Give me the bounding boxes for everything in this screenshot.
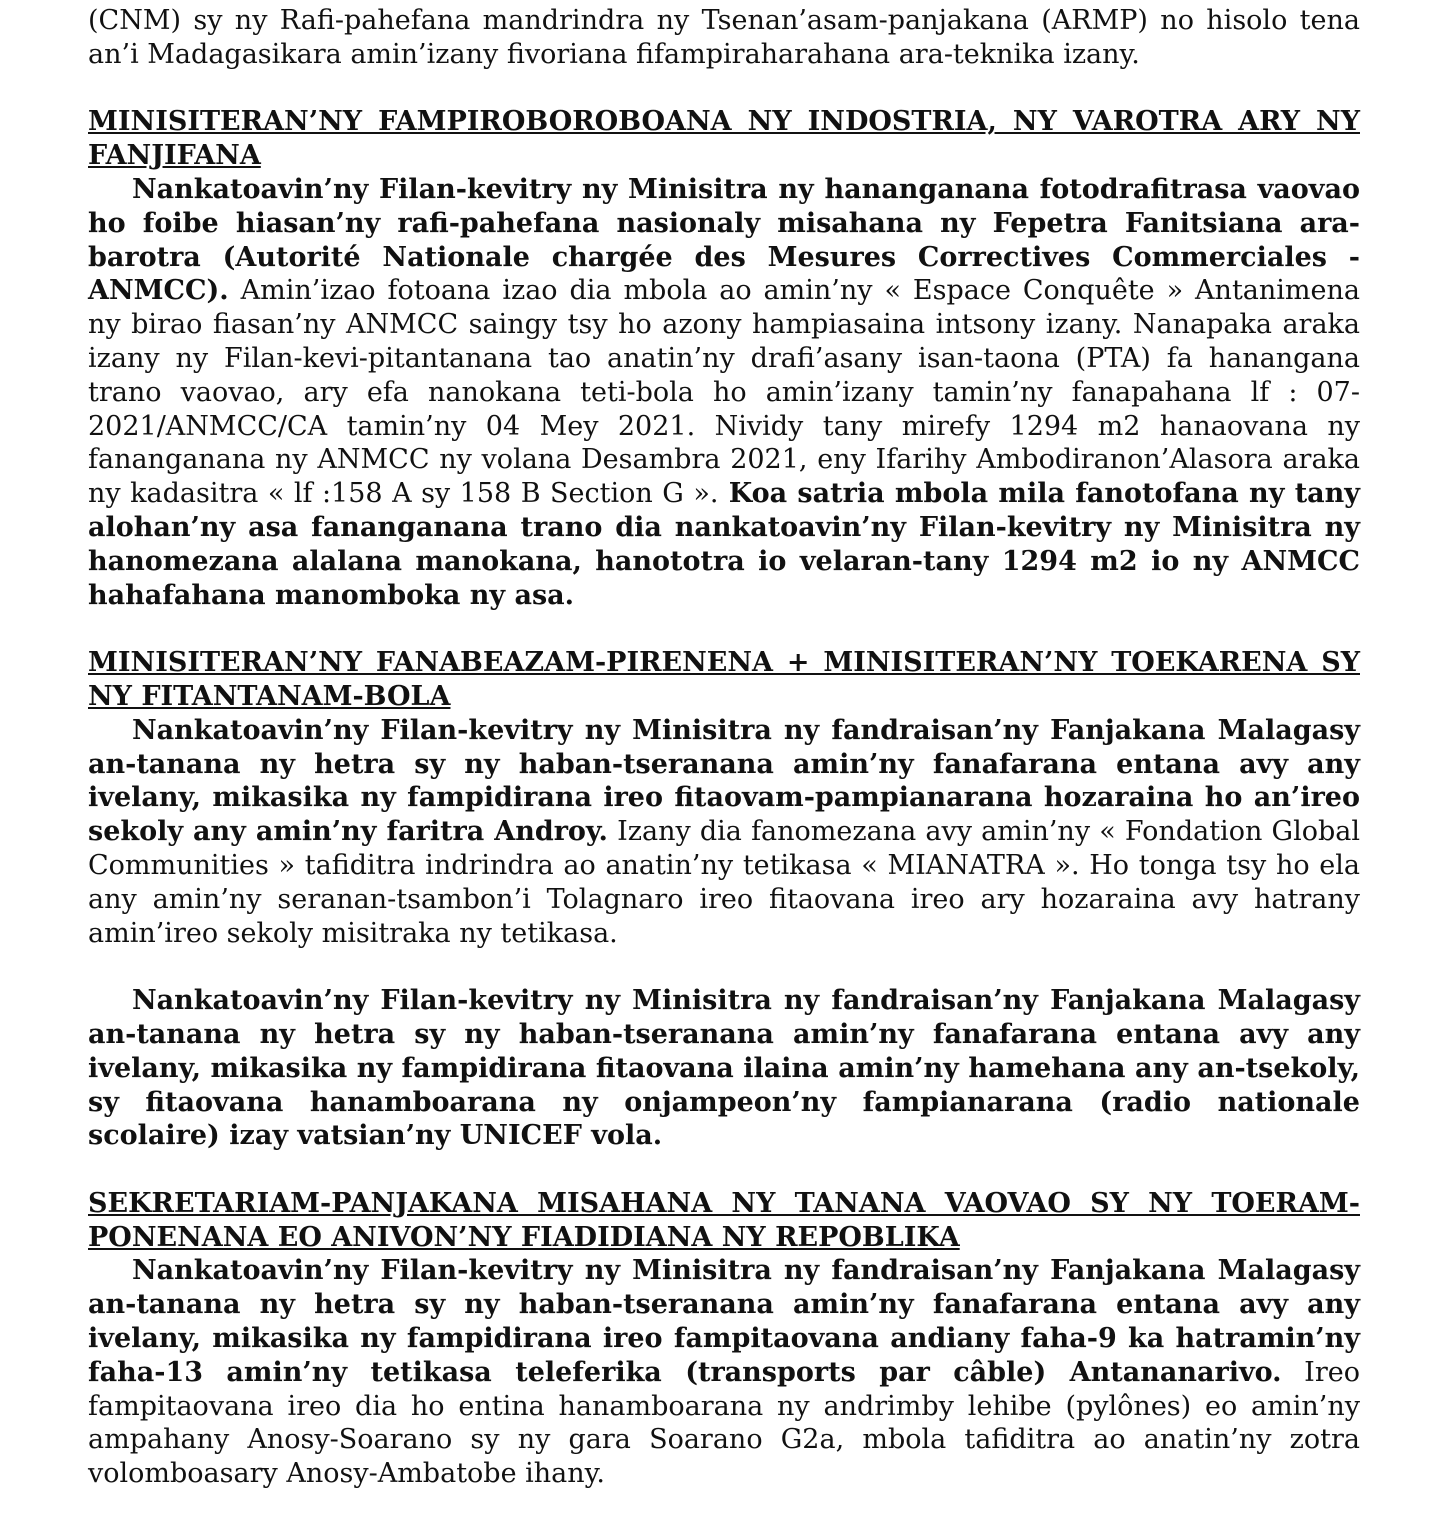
normal-text: Amin’izao fotoana izao dia mbola ao amin’ny « Espace Conquête » Antanimena ny birao fiasan’ny ANMCC saingy tsy ho azony hampiasaina intsony izany. Nanapaka araka izany ny Filan-kevi-pitantanana tao anatin’ny drafi’asany isan-taona (PTA) fa hanangana trano vaovao, ary efa nanokana teti-bola ho amin’izany tamin’ny fanapahana lf : 07-2021/ANMCC/CA tamin’ny 04 Mey 2021. Nividy tany mirefy 1294 m2 hanaovana ny fananganana ny ANMCC ny volana Desambra 2021, eny Ifarihy Ambodiranon’Alasora araka ny kadasitra « lf :158 A sy 158 B Section G ».: [88, 275, 1360, 510]
intro-paragraph: [88, 4, 1360, 72]
spacer: [88, 72, 1360, 106]
section-education-paragraph-2: [88, 984, 1360, 1153]
bold-text: Nankatoavin’ny Filan-kevitry ny Minisitra ny hananganana fotodrafitrasa vaovao ho foibe hiasan’ny rafi-pahefana nasionaly misahana ny Fepetra Fanitsiana ara-barotra (Autorité Nationale chargée des Mesures Correctives Commerciales - ANMCC).: [88, 173, 1360, 307]
section-heading-education: MINISITERAN’NY FANABEAZAM-PIRENENA + MINISITERAN’NY TOEKARENA SY NY FITANTANAM-BOLA: [88, 647, 1360, 712]
spacer: [88, 1153, 1360, 1187]
section-new-city-paragraph: [88, 1254, 1360, 1491]
section-industry-paragraph: [88, 173, 1360, 612]
document-page: [88, 4, 1360, 1491]
section-heading-industry: MINISITERAN’NY FAMPIROBOROBOANA NY INDOSTRIA, NY VAROTRA ARY NY FANJIFANA: [88, 106, 1360, 172]
spacer: [88, 612, 1360, 646]
section-heading-new-city: SEKRETARIAM-PANJAKANA MISAHANA NY TANANA VAOVAO SY NY TOERAM-PONENANA EO ANIVON’NY FIADIDIANA NY REPOBLIKA: [88, 1187, 1360, 1253]
section-education-paragraph-1: [88, 714, 1360, 951]
spacer: [88, 950, 1360, 984]
bold-text: Koa satria mbola mila fanotofana ny tany alohan’ny asa fananganana trano dia nankatoavin’ny Filan-kevitry ny Minisitra ny hanomezana alalana manokana, hanototra io velaran-tany 1294 m2 io ny ANMCC hahafahana manomboka ny asa.: [88, 478, 1360, 611]
normal-text: Izany dia fanomezana avy amin’ny « Fondation Global Communities » tafiditra indrindra ao anatin’ny tetikasa « MIANATRA ». Ho tonga tsy ho ela any amin’ny seranan-tsambon’i Tolagnaro ireo fitaovana ireo ary hozaraina avy hatrany amin’ireo sekoly misitraka ny tetikasa.: [88, 816, 1360, 949]
bold-text: Nankatoavin’ny Filan-kevitry ny Minisitra ny fandraisan’ny Fanjakana Malagasy an-tanana ny hetra sy ny haban-tseranana amin’ny fanafarana entana avy any ivelany, mikasika ny fampidirana ireo fampitaovana andiany faha-9 ka hatramin’ny faha-13 amin’ny tetikasa teleferika (transports par câble) Antananarivo.: [88, 1255, 1360, 1388]
bold-text: Nankatoavin’ny Filan-kevitry ny Minisitra ny fandraisan’ny Fanjakana Malagasy an-tanana ny hetra sy ny haban-tseranana amin’ny fanafarana entana avy any ivelany, mikasika ny fampidirana ireo fitaovam-pampianarana hozaraina ho an’ireo sekoly any amin’ny faritra Androy.: [88, 714, 1360, 848]
normal-text: Ireo fampitaovana ireo dia ho entina hanamboarana ny andrimby lehibe (pylônes) eo amin’ny ampahany Anosy-Soarano sy ny gara Soarano G2a, mbola tafiditra ao anatin’ny zotra volomboasary Anosy-Ambatobe ihany.: [88, 1356, 1360, 1490]
bold-text: Nankatoavin’ny Filan-kevitry ny Minisitra ny fandraisan’ny Fanjakana Malagasy an-tanana ny hetra sy ny haban-tseranana amin’ny fanafarana entana avy any ivelany, mikasika ny fampidirana fitaovana ilaina amin’ny hamehana any an-tsekoly, sy fitaovana hanamboarana ny onjampeon’ny fampianarana (radio nationale scolaire) izay vatsian’ny UNICEF vola.: [88, 985, 1360, 1152]
intro-text: (CNM) sy ny Rafi-pahefana mandrindra ny Tsenan’asam-panjakana (ARMP) no hisolo tena an’i Madagasikara amin’izany fivoriana fifampiraharahana ara-teknika izany.: [88, 5, 1360, 70]
